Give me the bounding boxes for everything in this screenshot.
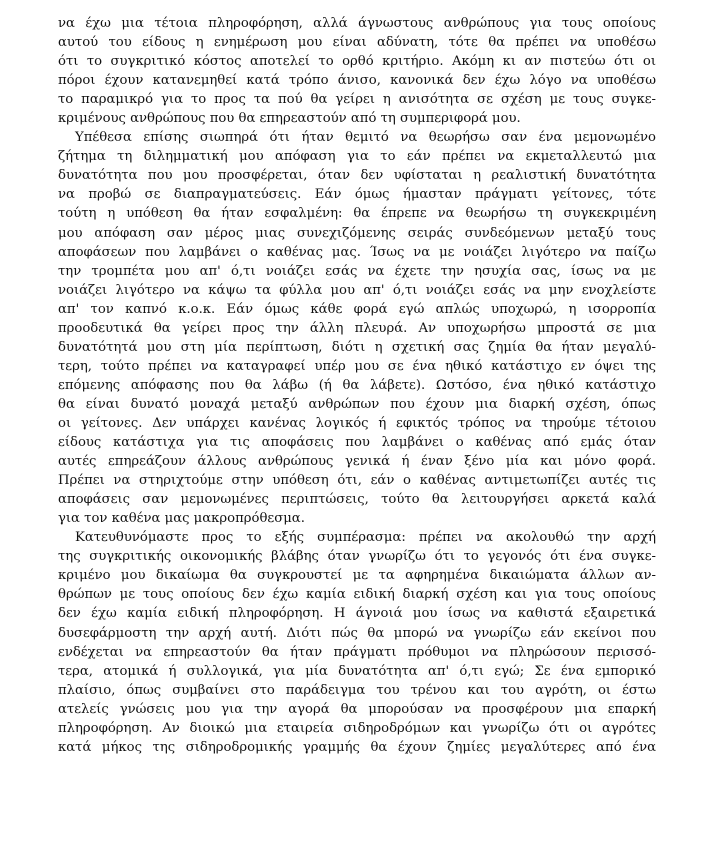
text-line: επόμενης απόφασης που θα λάβω (ή θα λάβετε). Ωστόσο, ένα ηθικό κατάστιχο	[58, 377, 656, 393]
text-line: ατελείς γνώσεις μου για την αγορά θα μπορούσαν να προσφέρουν μια επαρκή	[58, 701, 656, 717]
text-line: να έχω μια τέτοια πληροφόρηση, αλλά άγνωστους ανθρώπους για τους οποίους	[58, 16, 656, 31]
text-line: μου απόφαση σαν μέρος μιας συνεχιζόμενης σειράς συνδεόμενων μεταξύ τους	[58, 225, 656, 241]
text-line: κατά μήκος της σιδηροδρομικής γραμμής θα έχουν ζημίες μεγαλύτερες από ένα	[58, 739, 656, 755]
text-line: το παραμικρό για το προς τα πού θα γείρει η ανισότητα σε σχέση με τους συγκε-	[58, 92, 656, 108]
text-line: απ' τον καπνό κ.ο.κ. Εάν όμως κάθε φορά εγώ απλώς υποχωρώ, η ισορροπία	[58, 301, 656, 317]
text-line: θα είναι δυνατό μοναχά μεταξύ ανθρώπων που έχουν μια διαρκή σχέση, όπως	[58, 396, 656, 412]
text-line: Κατευθυνόμαστε προς το εξής συμπέρασμα: πρέπει να ακολουθώ την αρχή	[75, 530, 656, 546]
text-line: για τον καθένα μας μακροπρόθεσμα.	[58, 511, 305, 527]
text-line: πληροφόρηση. Αν διοικώ μια εταιρεία σιδηροδρόμων και γνωρίζω ότι οι αγρότες	[58, 720, 656, 736]
text-line: πλαίσιο, όπως συμβαίνει στο παράδειγμα του τρένου και του αγρότη, οι έστω	[58, 682, 656, 698]
text-line: της συγκριτικής οικονομικής βλάβης όταν γνωρίζω ότι το γεγονός ότι ένα συγκε-	[58, 549, 656, 565]
text-line: αυτού του είδους η ενημέρωση μου είναι αδύνατη, τότε θα πρέπει να υποθέσω	[58, 35, 656, 51]
text-line: να προβώ σε διαπραγματεύσεις. Εάν όμως ήμασταν πράγματι γείτονες, τότε	[58, 187, 656, 203]
text-line: αυτές επηρεάζουν άλλους ανθρώπους γενικά ή έναν ξένο μία και μόνο φορά.	[58, 454, 656, 470]
text-line: Υπέθεσα επίσης σιωπηρά ότι ήταν θεμιτό να θεωρήσω σαν ένα μεμονωμένο	[75, 130, 656, 146]
document-page	[58, 14, 656, 757]
text-line: δεν έχω καμία ειδική πληροφόρηση. Η άγνοιά μου ίσως να καθιστά εξαιρετικά	[58, 606, 656, 622]
text-line: ότι το συγκριτικό κόστος αποτελεί το ορθό κριτήριο. Ακόμη κι αν πιστεύω ότι οι	[58, 54, 656, 70]
text-line: τούτη η υπόθεση θα ήταν εσφαλμένη: θα έπρεπε να θεωρήσω τη συγκεκριμένη	[58, 206, 656, 222]
text-line: τερα, ατομικά ή συλλογικά, για μία δυνατότητα απ' ό,τι εγώ; Σε ένα εμπορικό	[58, 663, 656, 679]
text-line: πόροι έχουν κατανεμηθεί κατά τρόπο άνισο, κανονικά δεν έχω λόγο να υποθέσω	[58, 73, 656, 89]
text-line: δυνατότητά μου στη μία περίπτωση, διότι η σχετική σας ζημία θα ήταν μεγαλύ-	[58, 339, 656, 355]
paragraph	[58, 128, 656, 528]
text-line: είδους κατάστιχα για τις αποφάσεις που λαμβάνει ο καθένας από εμάς όταν	[58, 435, 656, 451]
text-line: θρώπων με τους οποίους δεν έχω καμία ειδική διαρκή σχέση και για τους οποίους	[58, 587, 656, 603]
text-line: Πρέπει να στηριχτούμε στην υπόθεση ότι, εάν ο καθένας αντιμετωπίζει αυτές τις	[58, 473, 656, 489]
text-line: δυσεφάρμοστη την αρχή αυτή. Διότι πώς θα μπορώ να γνωρίζω εάν εκείνοι που	[58, 625, 656, 641]
text-line: δυνατότητα που μου προσφέρεται, όταν δεν υφίσταται η ρεαλιστική δυνατότητα	[58, 168, 656, 184]
text-line: κριμένο μου δικαίωμα θα συγκρουστεί με τα αφηρημένα δικαιώματα άλλων αν-	[58, 568, 656, 584]
text-line: αποφάσεων που λαμβάνει ο καθένας μας. Ίσως να με νοιάζει λιγότερο να παίζω	[58, 244, 656, 260]
text-line: ενδέχεται να επηρεαστούν θα ήταν πράγματι πρόθυμοι να πληρώσουν περισσό-	[58, 644, 656, 660]
text-line: τερη, τούτο πρέπει να καταγραφεί υπέρ μου σε ένα ηθικό κατάστιχο εν όψει της	[58, 358, 656, 374]
paragraph	[58, 528, 656, 757]
text-line: οι γείτονες. Δεν υπάρχει κανένας λογικός ή εφικτός τρόπος να τηρούμε τέτοιου	[58, 415, 656, 431]
text-line: προοδευτικά θα γείρει προς την άλλη πλευρά. Αν υποχωρήσω μπροστά σε μια	[58, 320, 656, 336]
text-line: αποφάσεις σαν μεμονωμένες περιπτώσεις, τούτο θα λειτουργήσει αρκετά καλά	[58, 492, 656, 508]
text-line: κριμένους ανθρώπους που θα επηρεαστούν από τη συμπεριφορά μου.	[58, 111, 521, 127]
paragraph	[58, 14, 656, 128]
text-line: νοιάζει λιγότερο να κάψω τα φύλλα μου απ' ό,τι νοιάζει εσάς να μην ενοχλείστε	[58, 282, 656, 298]
text-line: την τρομπέτα μου απ' ό,τι νοιάζει εσάς να έχετε την ησυχία σας, ίσως να με	[58, 263, 656, 279]
text-line: ζήτημα τη διλημματική μου απόφαση για το εάν πρέπει να εκμεταλλευτώ μια	[58, 149, 656, 165]
